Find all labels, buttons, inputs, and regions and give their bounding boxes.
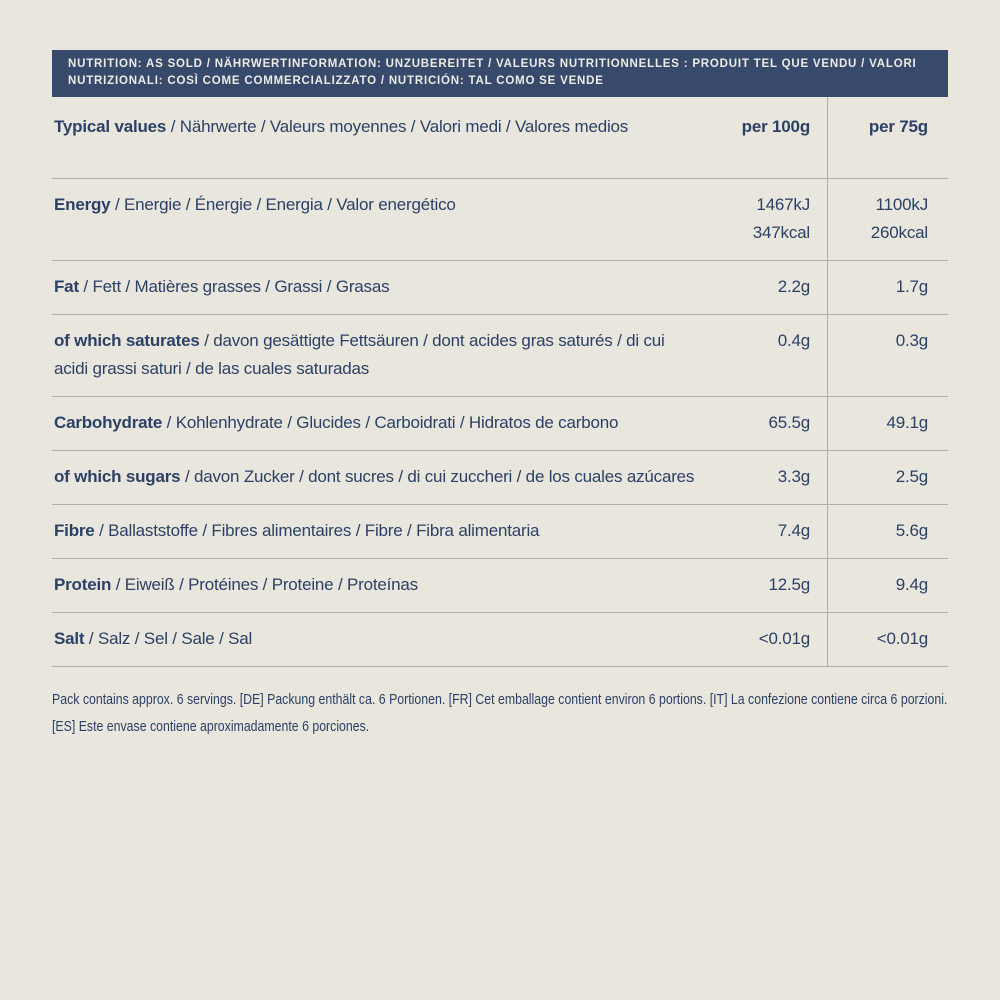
energy-per-100g-kj: 1467kJ: [756, 195, 810, 214]
saturates-value-per-75g: [827, 315, 948, 396]
fat-label-bold: Fat: [54, 277, 79, 296]
fat-label-translations: / Fett / Matières grasses / Grassi / Grasas: [78, 277, 390, 296]
salt-per-75g: <0.01g: [876, 629, 928, 648]
sugars-label-translations: / davon Zucker / dont sucres / di cui zuccheri / de los cuales azúcares: [180, 467, 695, 486]
energy-per-75g-kj: 1100kJ: [875, 195, 928, 214]
saturates-main-cell: [52, 315, 827, 396]
typical-values-label-bold: Typical values: [54, 117, 167, 136]
salt-label-translations: / Salz / Sel / Sale / Sal: [84, 629, 253, 648]
fat-value-per-75g: [827, 261, 948, 314]
nutrition-table: [52, 97, 948, 667]
protein-label: [54, 571, 418, 599]
table-row-fibre: [52, 505, 948, 559]
protein-value-per-75g: [827, 559, 948, 612]
energy-label: [54, 191, 456, 219]
column-header-per-100g: per 100g: [741, 117, 810, 136]
protein-value-per-100g: [756, 571, 810, 599]
sugars-value-per-75g: [827, 451, 948, 504]
fibre-value-per-100g: [766, 517, 810, 545]
energy-per-75g-kcal: 260kcal: [870, 223, 928, 242]
fat-value-per-100g: [766, 273, 810, 301]
fat-per-100g: 2.2g: [777, 277, 810, 296]
energy-label-bold: Energy: [54, 195, 111, 214]
nutrition-title-text: NUTRITION: AS SOLD / NÄHRWERTINFORMATION: UNZUBEREITET / VALEURS NUTRITIONNELLES : PRODUIT TEL QUE VENDU / VALORI NUTRIZIONALI: COSÌ COME COMMERCIALIZZATO / NUTRICIÓN: TAL COMO SE VENDE: [68, 58, 917, 87]
saturates-per-100g: 0.4g: [777, 331, 810, 350]
sugars-label: [54, 463, 694, 491]
table-row-salt: [52, 613, 948, 667]
protein-per-100g: 12.5g: [768, 575, 810, 594]
table-row-protein: [52, 559, 948, 613]
carbohydrate-label-translations: / Kohlenhydrate / Glucides / Carboidrati / Hidratos de carbono: [162, 413, 619, 432]
saturates-value-per-100g: [766, 327, 810, 355]
salt-main-cell: [52, 613, 827, 666]
protein-label-bold: Protein: [54, 575, 112, 594]
fibre-per-100g: 7.4g: [777, 521, 810, 540]
fibre-label-bold: Fibre: [54, 521, 95, 540]
carbohydrate-per-100g: 65.5g: [768, 413, 810, 432]
table-row-saturates: [52, 315, 948, 397]
energy-main-cell: [52, 179, 827, 260]
salt-value-per-75g: [827, 613, 948, 666]
column-header-per-75g: per 75g: [827, 97, 948, 178]
salt-label: [54, 625, 252, 653]
sugars-per-75g: 2.5g: [895, 467, 928, 486]
sugars-value-per-100g: [766, 463, 810, 491]
header-main-cell: [52, 97, 827, 178]
energy-label-translations: / Energie / Énergie / Energia / Valor energético: [110, 195, 456, 214]
table-header-row: [52, 97, 948, 179]
carbohydrate-value-per-75g: [827, 397, 948, 450]
carbohydrate-value-per-100g: [756, 409, 810, 437]
pack-servings-note: Pack contains approx. 6 servings. [DE] Packung enthält ca. 6 Portionen. [FR] Cet emballage contient environ 6 portions. [IT] La confezione contiene circa 6 porzioni. [ES] Este envase contiene aproximadamente 6 porciones.: [52, 692, 948, 735]
table-row-carbohydrate: [52, 397, 948, 451]
fat-per-75g: 1.7g: [895, 277, 928, 296]
fibre-label: [54, 517, 539, 545]
carbohydrate-main-cell: [52, 397, 827, 450]
protein-per-75g: 9.4g: [895, 575, 928, 594]
table-row-sugars: [52, 451, 948, 505]
fibre-value-per-75g: [827, 505, 948, 558]
carbohydrate-label: [54, 409, 618, 437]
protein-main-cell: [52, 559, 827, 612]
sugars-main-cell: [52, 451, 827, 504]
carbohydrate-label-bold: Carbohydrate: [54, 413, 163, 432]
fibre-per-75g: 5.6g: [895, 521, 928, 540]
saturates-label: [54, 327, 669, 383]
table-row-fat: [52, 261, 948, 315]
nutrition-title-bar: [52, 50, 948, 97]
fat-label: [54, 273, 389, 301]
saturates-label-bold: of which saturates: [54, 331, 200, 350]
sugars-label-bold: of which sugars: [54, 467, 181, 486]
energy-per-100g-kcal: 347kcal: [752, 223, 810, 242]
saturates-label-translations: / davon gesättigte Fettsäuren / dont acides gras saturés / di cui acidi grassi saturi / de las cuales saturadas: [54, 331, 665, 378]
energy-value-per-75g: [827, 179, 948, 260]
saturates-per-75g: 0.3g: [895, 331, 928, 350]
salt-value-per-100g: [747, 625, 810, 653]
fat-main-cell: [52, 261, 827, 314]
salt-label-bold: Salt: [54, 629, 85, 648]
salt-per-100g: <0.01g: [758, 629, 810, 648]
energy-value-per-100g: [741, 191, 810, 247]
carbohydrate-per-75g: 49.1g: [886, 413, 928, 432]
nutrition-panel: [52, 50, 948, 741]
fibre-label-translations: / Ballaststoffe / Fibres alimentaires / Fibre / Fibra alimentaria: [94, 521, 540, 540]
table-row-energy: [52, 179, 948, 261]
fibre-main-cell: [52, 505, 827, 558]
typical-values-label: [54, 113, 628, 141]
protein-label-translations: / Eiweiß / Protéines / Proteine / Proteínas: [111, 575, 418, 594]
sugars-per-100g: 3.3g: [777, 467, 810, 486]
typical-values-label-translations: / Nährwerte / Valeurs moyennes / Valori medi / Valores medios: [166, 117, 629, 136]
